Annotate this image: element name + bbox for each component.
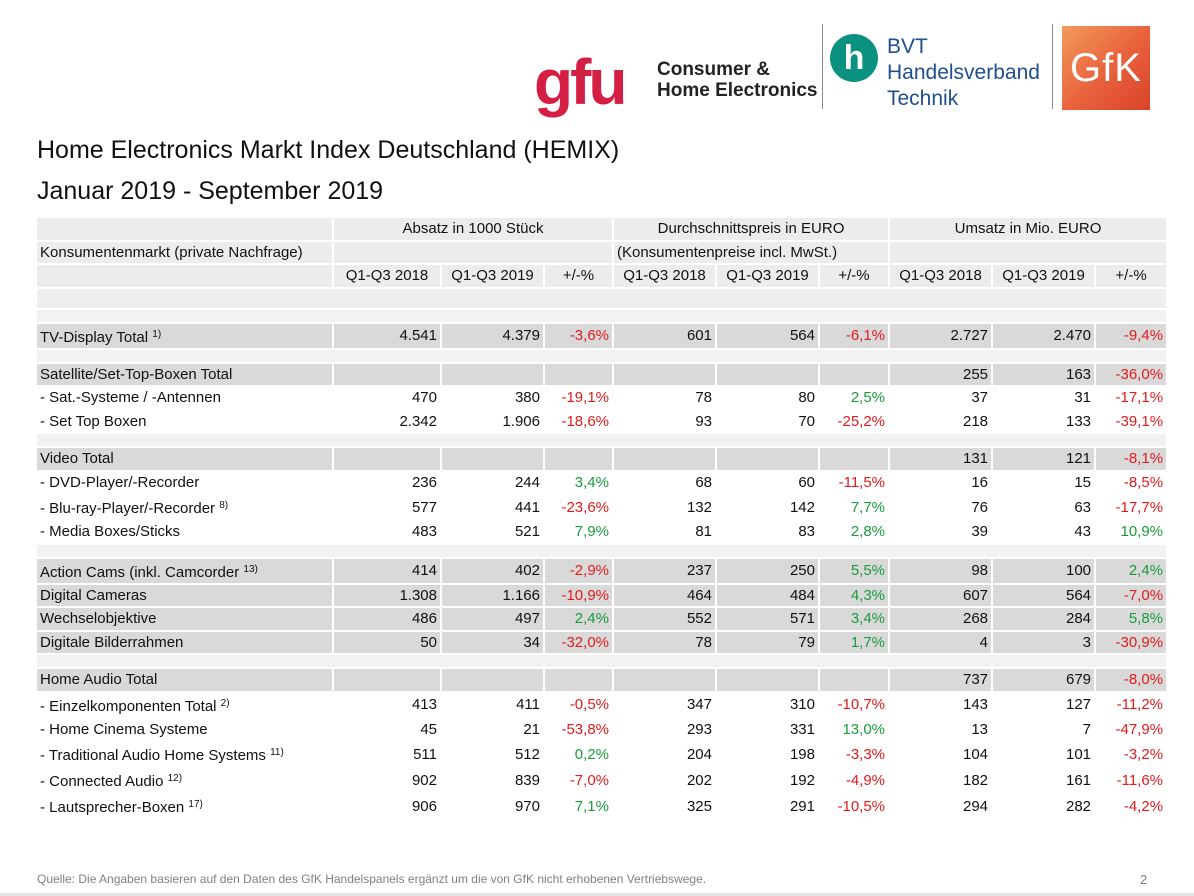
value-cell: 331 [716, 718, 819, 742]
value-cell: 552 [613, 607, 716, 631]
value-cell: 571 [716, 607, 819, 631]
col-header: Q1-Q3 2019 [441, 264, 544, 288]
table-row [37, 718, 1167, 742]
change-cell: 13,0% [819, 718, 889, 742]
change-cell: -7,0% [1095, 584, 1167, 608]
value-cell [333, 363, 441, 387]
value-cell: 132 [613, 494, 716, 520]
value-cell: 512 [441, 741, 544, 767]
value-cell: 16 [889, 471, 992, 495]
change-cell: -18,6% [544, 410, 613, 434]
value-cell: 2.470 [992, 323, 1095, 349]
value-cell [716, 363, 819, 387]
change-cell: 7,9% [544, 520, 613, 544]
row-label-text: - Set Top Boxen [40, 412, 147, 430]
table-row [37, 692, 1167, 718]
footnote-marker: 11) [270, 747, 284, 758]
change-cell [819, 668, 889, 692]
row-label [37, 558, 333, 584]
change-cell: -30,9% [1095, 631, 1167, 655]
value-cell: 133 [992, 410, 1095, 434]
value-cell: 511 [333, 741, 441, 767]
page-number: 2 [1140, 872, 1148, 887]
value-cell [613, 363, 716, 387]
change-cell: -2,9% [544, 558, 613, 584]
table-row [37, 494, 1167, 520]
spacer-row [37, 433, 1167, 447]
table-row [37, 767, 1167, 793]
value-cell: 294 [889, 793, 992, 819]
value-cell: 127 [992, 692, 1095, 718]
value-cell: 15 [992, 471, 1095, 495]
spacer-row [37, 544, 1167, 558]
value-cell [333, 668, 441, 692]
value-cell: 78 [613, 386, 716, 410]
value-cell [613, 447, 716, 471]
value-cell: 45 [333, 718, 441, 742]
change-cell: -32,0% [544, 631, 613, 655]
spacer-row [37, 288, 1167, 309]
change-cell: 3,4% [544, 471, 613, 495]
row-label [37, 718, 333, 742]
change-cell: 7,7% [819, 494, 889, 520]
value-cell: 486 [333, 607, 441, 631]
value-cell: 2.342 [333, 410, 441, 434]
row-label-text: - Home Cinema Systeme [40, 720, 208, 738]
bvt-logo-text [887, 34, 1040, 112]
row-label-text: - Media Boxes/Sticks [40, 523, 181, 541]
row-label-text: - Connected Audio [40, 773, 164, 790]
value-cell: 21 [441, 718, 544, 742]
value-cell: 50 [333, 631, 441, 655]
row-label [37, 520, 333, 544]
value-cell: 100 [992, 558, 1095, 584]
row-label [37, 363, 333, 387]
change-cell: -10,7% [819, 692, 889, 718]
value-cell: 268 [889, 607, 992, 631]
footnote-marker: 13) [243, 563, 258, 575]
table-row [37, 558, 1167, 584]
value-cell: 60 [716, 471, 819, 495]
logo-bar [530, 22, 1170, 117]
table-row [37, 471, 1167, 495]
footnote-marker: 8) [219, 500, 229, 511]
value-cell: 202 [613, 767, 716, 793]
row-label [37, 668, 333, 692]
change-cell: 2,4% [544, 607, 613, 631]
row-label [37, 767, 333, 793]
row-label [37, 741, 333, 767]
value-cell: 970 [441, 793, 544, 819]
footnote-marker: 2) [220, 697, 230, 709]
value-cell: 906 [333, 793, 441, 819]
change-cell: -8,0% [1095, 668, 1167, 692]
value-cell: 464 [613, 584, 716, 608]
change-cell: -8,5% [1095, 471, 1167, 495]
row-label [37, 631, 333, 655]
value-cell: 13 [889, 718, 992, 742]
value-cell [441, 447, 544, 471]
value-cell: 679 [992, 668, 1095, 692]
value-cell: 414 [333, 558, 441, 584]
table-row [37, 631, 1167, 655]
row-label [37, 410, 333, 434]
value-cell: 413 [333, 692, 441, 718]
value-cell: 192 [716, 767, 819, 793]
logo-divider [822, 24, 823, 109]
bvt-logo-letter: h [843, 39, 865, 77]
value-cell: 79 [716, 631, 819, 655]
table-row [37, 793, 1167, 819]
value-cell: 63 [992, 494, 1095, 520]
value-cell: 34 [441, 631, 544, 655]
table-row [37, 323, 1167, 349]
table-row [37, 520, 1167, 544]
value-cell: 121 [992, 447, 1095, 471]
value-cell: 577 [333, 494, 441, 520]
value-cell: 83 [716, 520, 819, 544]
header-sub-row [37, 241, 1167, 265]
row-label [37, 584, 333, 608]
change-cell: 2,4% [1095, 558, 1167, 584]
value-cell: 37 [889, 386, 992, 410]
value-cell: 7 [992, 718, 1095, 742]
row-label [37, 692, 333, 718]
header-column-row [37, 264, 1167, 288]
change-cell: -11,5% [819, 471, 889, 495]
value-cell: 293 [613, 718, 716, 742]
value-cell: 2.727 [889, 323, 992, 349]
change-cell: -39,1% [1095, 410, 1167, 434]
row-label-text: Wechselobjektive [40, 610, 157, 628]
row-label-text: - Lautsprecher-Boxen [40, 799, 185, 816]
value-cell: 483 [333, 520, 441, 544]
value-cell: 521 [441, 520, 544, 544]
col-header: Q1-Q3 2018 [333, 264, 441, 288]
value-cell: 39 [889, 520, 992, 544]
table-row [37, 741, 1167, 767]
value-cell: 564 [716, 323, 819, 349]
change-cell: -19,1% [544, 386, 613, 410]
value-cell: 4.379 [441, 323, 544, 349]
change-cell: 5,5% [819, 558, 889, 584]
change-cell: -10,9% [544, 584, 613, 608]
change-cell: 10,9% [1095, 520, 1167, 544]
table-row [37, 386, 1167, 410]
gfu-tagline [657, 59, 818, 101]
row-label [37, 471, 333, 495]
table-row [37, 363, 1167, 387]
gfu-tagline-line2: Home Electronics [657, 80, 818, 101]
value-cell: 70 [716, 410, 819, 434]
gfk-logo: GfK [1070, 46, 1142, 90]
row-label-text: - Einzelkomponenten Total [40, 697, 217, 715]
row-label-text: TV-Display Total [40, 328, 149, 346]
change-cell: -36,0% [1095, 363, 1167, 387]
value-cell: 325 [613, 793, 716, 819]
change-cell: -0,5% [544, 692, 613, 718]
change-cell [544, 363, 613, 387]
table-row [37, 447, 1167, 471]
value-cell: 101 [992, 741, 1095, 767]
change-cell: -4,2% [1095, 793, 1167, 819]
change-cell: -8,1% [1095, 447, 1167, 471]
col-header: Q1-Q3 2018 [613, 264, 716, 288]
table-row [37, 584, 1167, 608]
row-label [37, 447, 333, 471]
spacer-row [37, 309, 1167, 323]
change-cell: 1,7% [819, 631, 889, 655]
change-cell: -3,2% [1095, 741, 1167, 767]
col-header: Q1-Q3 2019 [716, 264, 819, 288]
change-cell: 3,4% [819, 607, 889, 631]
hemix-table [37, 218, 1168, 820]
value-cell: 441 [441, 494, 544, 520]
logo-divider [1052, 24, 1053, 109]
market-label: Konsumentenmarkt (private Nachfrage) [37, 241, 333, 265]
change-cell: -11,2% [1095, 692, 1167, 718]
change-cell: -3,6% [544, 323, 613, 349]
value-cell: 4.541 [333, 323, 441, 349]
value-cell [333, 447, 441, 471]
change-cell: -11,6% [1095, 767, 1167, 793]
value-cell [613, 668, 716, 692]
value-cell: 737 [889, 668, 992, 692]
bvt-line2: Handelsverband [887, 61, 1040, 84]
value-cell: 93 [613, 410, 716, 434]
bvt-line1: BVT [887, 35, 928, 58]
value-cell: 198 [716, 741, 819, 767]
change-cell: 2,8% [819, 520, 889, 544]
change-cell: -23,6% [544, 494, 613, 520]
value-cell: 497 [441, 607, 544, 631]
row-label-text: Digital Cameras [40, 586, 147, 604]
col-header: Q1-Q3 2019 [992, 264, 1095, 288]
value-cell: 68 [613, 471, 716, 495]
footnote-marker: 17) [188, 799, 203, 810]
value-cell: 131 [889, 447, 992, 471]
header-durchschnittspreis: Durchschnittspreis in EURO [613, 218, 889, 241]
row-label-text: Satellite/Set-Top-Boxen Total [40, 365, 233, 383]
value-cell: 80 [716, 386, 819, 410]
value-cell: 4 [889, 631, 992, 655]
page-subtitle: Januar 2019 - September 2019 [37, 177, 384, 205]
table-row [37, 410, 1167, 434]
value-cell [441, 668, 544, 692]
value-cell: 237 [613, 558, 716, 584]
page-title: Home Electronics Markt Index Deutschland (HEMIX) [37, 136, 620, 164]
row-label-text: - DVD-Player/-Recorder [40, 473, 200, 491]
header-group-row [37, 218, 1167, 241]
gfu-logo: gfu [534, 46, 625, 118]
change-cell: -53,8% [544, 718, 613, 742]
source-footnote: Quelle: Die Angaben basieren auf den Daten des GfK Handelspanels ergänzt um die von GfK nicht erhobenen Vertriebswege. [37, 872, 707, 886]
value-cell: 902 [333, 767, 441, 793]
value-cell: 78 [613, 631, 716, 655]
value-cell: 601 [613, 323, 716, 349]
header-umsatz: Umsatz in Mio. EURO [889, 218, 1167, 241]
value-cell: 1.308 [333, 584, 441, 608]
value-cell: 310 [716, 692, 819, 718]
value-cell: 839 [441, 767, 544, 793]
value-cell: 104 [889, 741, 992, 767]
change-cell [819, 447, 889, 471]
footnote-marker: 12) [167, 773, 183, 784]
col-header: +/-% [1095, 264, 1167, 288]
change-cell: -3,3% [819, 741, 889, 767]
change-cell: -10,5% [819, 793, 889, 819]
value-cell [441, 363, 544, 387]
change-cell: -47,9% [1095, 718, 1167, 742]
value-cell: 250 [716, 558, 819, 584]
value-cell: 484 [716, 584, 819, 608]
col-header: +/-% [544, 264, 613, 288]
value-cell: 182 [889, 767, 992, 793]
value-cell: 76 [889, 494, 992, 520]
row-label-text: Video Total [40, 450, 114, 468]
change-cell: -7,0% [544, 767, 613, 793]
change-cell: -17,7% [1095, 494, 1167, 520]
row-label [37, 386, 333, 410]
change-cell: -25,2% [819, 410, 889, 434]
value-cell: 347 [613, 692, 716, 718]
value-cell: 142 [716, 494, 819, 520]
value-cell [716, 447, 819, 471]
gfu-tagline-line1: Consumer & [657, 59, 770, 80]
row-label [37, 793, 333, 819]
row-label-text: Home Audio Total [40, 671, 158, 689]
header-absatz: Absatz in 1000 Stück [333, 218, 613, 241]
row-label [37, 323, 333, 349]
value-cell: 43 [992, 520, 1095, 544]
footnote-marker: 1) [152, 328, 162, 340]
row-label-text: - Sat.-Systeme / -Antennen [40, 389, 221, 407]
value-cell: 218 [889, 410, 992, 434]
change-cell [544, 668, 613, 692]
change-cell: -6,1% [819, 323, 889, 349]
value-cell: 607 [889, 584, 992, 608]
bvt-line3: Technik [887, 87, 959, 110]
value-cell: 98 [889, 558, 992, 584]
spacer-row [37, 349, 1167, 363]
value-cell: 380 [441, 386, 544, 410]
price-note: (Konsumentenpreise incl. MwSt.) [613, 241, 889, 265]
change-cell [819, 363, 889, 387]
row-label-text: Action Cams (inkl. Camcorder [40, 563, 240, 581]
col-header: Q1-Q3 2018 [889, 264, 992, 288]
change-cell: -4,9% [819, 767, 889, 793]
row-label-text: - Traditional Audio Home Systems [40, 747, 266, 764]
col-header: +/-% [819, 264, 889, 288]
value-cell: 284 [992, 607, 1095, 631]
value-cell: 564 [992, 584, 1095, 608]
value-cell: 161 [992, 767, 1095, 793]
value-cell: 163 [992, 363, 1095, 387]
value-cell: 31 [992, 386, 1095, 410]
value-cell: 282 [992, 793, 1095, 819]
value-cell: 204 [613, 741, 716, 767]
change-cell [544, 447, 613, 471]
table-row [37, 607, 1167, 631]
change-cell: 0,2% [544, 741, 613, 767]
row-label [37, 494, 333, 520]
table-row [37, 668, 1167, 692]
value-cell: 236 [333, 471, 441, 495]
change-cell: -17,1% [1095, 386, 1167, 410]
value-cell: 291 [716, 793, 819, 819]
change-cell: -9,4% [1095, 323, 1167, 349]
row-label-text: - Blu-ray-Player/-Recorder [40, 500, 216, 517]
value-cell: 143 [889, 692, 992, 718]
value-cell: 244 [441, 471, 544, 495]
row-label [37, 607, 333, 631]
change-cell: 5,8% [1095, 607, 1167, 631]
value-cell: 1.166 [441, 584, 544, 608]
value-cell: 3 [992, 631, 1095, 655]
value-cell: 470 [333, 386, 441, 410]
spacer-row [37, 654, 1167, 668]
value-cell: 255 [889, 363, 992, 387]
change-cell: 7,1% [544, 793, 613, 819]
value-cell [716, 668, 819, 692]
change-cell: 2,5% [819, 386, 889, 410]
value-cell: 81 [613, 520, 716, 544]
value-cell: 402 [441, 558, 544, 584]
value-cell: 411 [441, 692, 544, 718]
value-cell: 1.906 [441, 410, 544, 434]
change-cell: 4,3% [819, 584, 889, 608]
row-label-text: Digitale Bilderrahmen [40, 633, 184, 651]
